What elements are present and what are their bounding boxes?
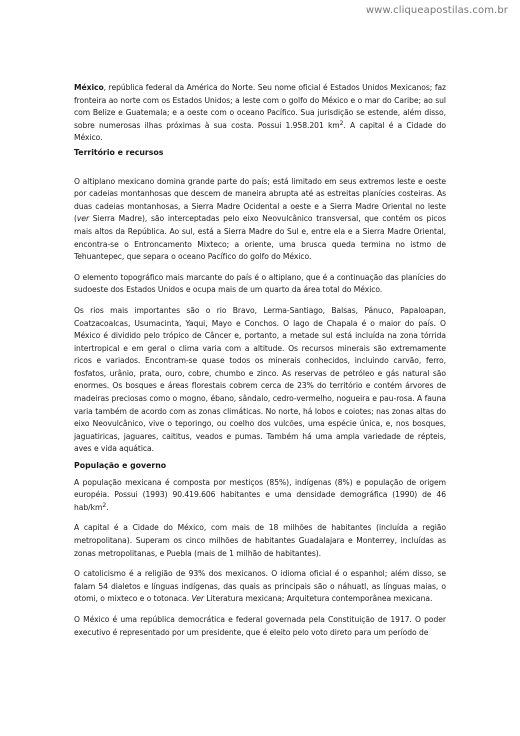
populacao-p3-text-b: Literatura mexicana; Arquitetura contemporânea mexicana.	[203, 594, 433, 604]
territorio-p1-ver: ver	[76, 214, 90, 224]
territorio-p1-text-b: Sierra Madre), são interceptadas pelo eixo Neovulcânico transversal, que contém os picos mais altos da República. Ao sul, está a Sierra Madre do Sul e, entre ela e a Sierra Madre Oriental, encontra-se o Entroncamento Mixteco; a oriente, uma brusca queda termina no istmo de Tehuantepec, que separa o oceano Pacífico do golfo do México.	[74, 214, 446, 262]
intro-sup: 2	[339, 119, 344, 127]
populacao-p1-text-b: .	[106, 502, 109, 512]
section-heading-populacao: População e governo	[74, 461, 167, 471]
populacao-p3-ver: Ver	[191, 594, 204, 604]
populacao-p1-text-a: A população mexicana é composta por mestiços (85%), indígenas (8%) e população de origem européia. Possui (1993) 90.419.606 habitantes e uma densidade demográfica (1990) de 46 hab/km	[74, 477, 446, 512]
territorio-p1-text-a: O altiplano mexicano domina grande parte do país; está limitado em seus extremos leste e oeste por cadeias montanhosas que descem de maneira abrupta até as estreitas planícies costeiras. As duas cadeias montanhosas, a Sierra Madre Ocidental a oeste e a Sierra Madre Oriental no leste (	[74, 176, 446, 224]
populacao-paragraph-1	[74, 477, 446, 515]
populacao-p3-text-a: O catolicismo é a religião de 93% dos mexicanos. O idioma oficial é o espanhol; além disso, se falam 54 dialetos e línguas indígenas, das quais as principais são o náhuatl, as línguas maias, o otomi, o mixteco e o totonaca.	[74, 569, 446, 604]
intro-term: México	[74, 83, 104, 92]
section-heading-territorio: Território e recursos	[74, 147, 164, 157]
populacao-paragraph-4: O México é uma república democrática e federal governada pela Constituição de 1917. O poder executivo é representado por um presidente, que é eleito pelo voto direto para um período de	[74, 614, 446, 637]
populacao-paragraph-2: A capital é a Cidade do México, com mais de 18 milhões de habitantes (incluída a região metropolitana). Superam os cinco milhões de habitantes Guadalajara e Monterrey, incluídas as zonas metropolitanas, e Puebla (mais de 1 milhão de habitantes).	[74, 523, 446, 558]
intro-text-2: . A capital é a Cidade do México.	[74, 120, 447, 143]
document-body	[74, 82, 446, 647]
intro-text-1: , república federal da América do Norte. Seu nome oficial é Estados Unidos Mexicanos; faz fronteira ao norte com os Estados Unidos; a leste com o golfo do México e o mar do Caribe; ao sul com Belize e Guatemala; e a oeste com o oceano Pacífico. Sua jurisdição se estende, além disso, sobre numerosas ilhas próximas à sua costa. Possui 1.958.201 km	[74, 83, 446, 130]
site-url: www.cliqueapostilas.com.br	[365, 5, 508, 16]
territorio-paragraph-1	[74, 176, 446, 264]
territorio-paragraph-2: O elemento topográfico mais marcante do país é o altiplano, que é a continuação das planícies do sudoeste dos Estados Unidos e ocupa mais de um quarto da área total do México.	[74, 272, 446, 295]
populacao-p1-sup: 2	[102, 501, 107, 509]
territorio-paragraph-3: Os rios mais importantes são o rio Bravo, Lerma-Santiago, Balsas, Pánuco, Papaloapan, Coatzacoalcas, Usumacinta, Yaqui, Mayo e Conchos. O lago de Chapala é o maior do país. O México é dividido pelo trópico de Câncer e, portanto, a metade sul está incluída na zona tórrida intertropical e em geral o clima varia com a altitude. Os recursos minerais são extremamente ricos e variados. Encontram-se quase todos os minerais conhecidos, incluindo carvão, ferro, fosfatos, urânio, prata, ouro, cobre, chumbo e zinco. As reservas de petróleo e gás natural são enormes. Os bosques e áreas florestais cobrem cerca de 23% do território e contém árvores de madeiras preciosas como o mogno, ébano, sândalo, cedro-vermelho, nogueira e pau-rosa. A fauna varia também de acordo com as zonas climáticas. No norte, há lobos e coiotes; nas zonas altas do eixo Neovulcânico, vive o teporingo, ou coelho dos vulcões, uma espécie única, e, nos bosques, jaguatiricas, jaguares, caititus, veados e pumas. Também há uma ampla variedade de répteis, aves e vida aquática.	[74, 305, 446, 454]
populacao-paragraph-3	[74, 568, 446, 606]
intro-paragraph	[74, 82, 446, 145]
